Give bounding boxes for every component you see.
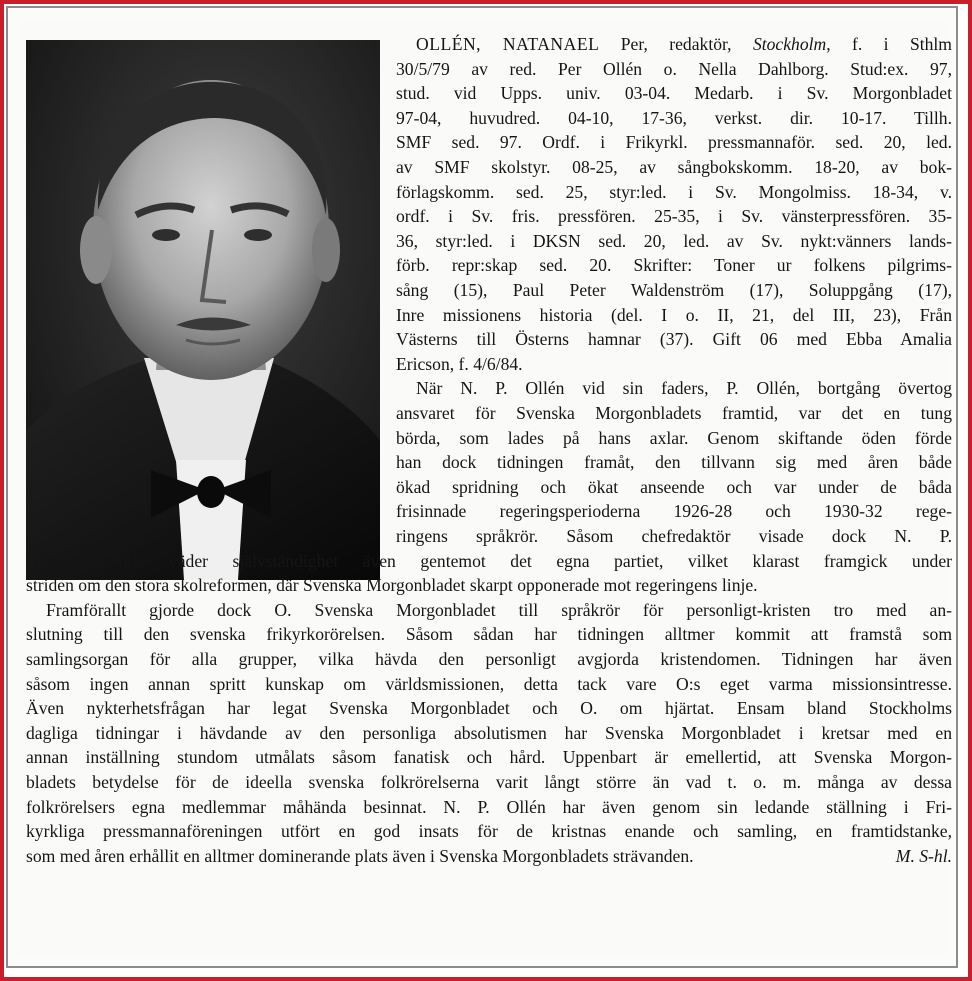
- bio-line: av SMF skolstyr. 08-25, av sångbokskomm. 18-20, av bok-: [396, 157, 952, 177]
- body-line: bladets betydelse för de ideella svenska folkrörelserna varit långt större än vad t. o. m. många av dessa: [26, 772, 952, 792]
- body-line: Framförallt gjorde dock O. Svenska Morgonbladet till språkrör för personligt-kristen tro med an-: [46, 599, 952, 620]
- inner-frame: [6, 6, 958, 968]
- body-line: folkrörelsers egna medlemmar måhända besinnat. N. P. Ollén har även genom sin ledande ställning i Fri-: [26, 796, 952, 817]
- bio-line: 97-04, huvudred. 04-10, 17-36, verkst. dir. 10-17. Tillh.: [396, 107, 952, 128]
- narrative-line: När N. P. Ollén vid sin faders, P. Ollén, bortgång övertog: [416, 378, 952, 399]
- narrative-line: ringens språkrör. Såsom chefredaktör visade dock N. P.: [396, 526, 952, 546]
- body-line: annan inställning stundom utmålats såsom fanatisk och hård. Uppenbart är emellertid, att Svenska Morgon-: [26, 747, 952, 768]
- body-line: såsom ingen annan spritt kunskap om världsmissionen, detta tack vare O:s eget varma missionsintresse.: [26, 673, 952, 694]
- bio-line: SMF sed. 97. Ordf. i Frikyrkl. pressmannaför. sed. 20, led.: [396, 132, 952, 153]
- body-line: striden om den stora skolreformen, där Svenska Morgonbladet skarpt opponerade mot regeringens linje.: [26, 575, 758, 596]
- portrait-photo: [26, 40, 380, 580]
- bio-line: 30/5/79 av red. Per Ollén o. Nella Dahlborg. Stud:ex. 97,: [396, 58, 952, 79]
- body-line: dagliga tidningar i hävdande av den personliga absolutismen har Svenska Morgonbladet i kretsar med en: [26, 722, 952, 743]
- bio-line: stud. vid Upps. univ. 03-04. Medarb. i Sv. Morgonbladet: [396, 83, 952, 104]
- bio-line: Ericson, f. 4/6/84.: [396, 353, 523, 374]
- narrative-line: frisinnade regeringsperioderna 1926-28 och 1930-32 rege-: [396, 501, 952, 522]
- body-line: Ollén i alla väder självständighet även gentemot det egna partiet, vilket klarast framgick under: [26, 550, 952, 571]
- narrative-line: ökad spridning och ökat anseende och var under de båda: [396, 476, 952, 497]
- entry-place: Stockholm: [752, 34, 827, 54]
- bio-line: sång (15), Paul Peter Waldenström (17), Soluppgång (17),: [396, 280, 952, 300]
- entry-name: OLLÉN, NATANAEL: [416, 34, 600, 54]
- body-line: samlingsorgan för alla grupper, vilka hävda den personligt avgjorda kristendomen. Tidningen har även: [26, 649, 952, 669]
- body-line: Även nykterhetsfrågan har legat Svenska Morgonbladet och O. om hjärtat. Ensam bland Stockholms: [26, 698, 952, 719]
- bio-line: ordf. i Sv. fris. pressfören. 25-35, i Sv. vänsterpressfören. 35-: [396, 206, 952, 227]
- document-page: [18, 18, 952, 956]
- entry-header-line: OLLÉN, NATANAEL Per, redaktör, Stockholm, f. i Sthlm: [416, 34, 952, 54]
- body-line: som med åren erhållit en alltmer dominerande plats även i Svenska Morgonbladets strävanden.: [26, 845, 694, 866]
- bio-line: 36, styr:led. i DKSN sed. 20, led. av Sv. nykt:vänners lands-: [396, 230, 952, 251]
- bio-line: förb. repr:skap sed. 20. Skrifter: Toner ur folkens pilgrims-: [396, 255, 952, 276]
- bio-line: Inre missionens historia (del. I o. II, 21, del III, 23), Från: [396, 304, 952, 325]
- bio-line: förlagskomm. sed. 25, styr:led. i Sv. Mongolmiss. 18-34, v.: [396, 181, 952, 202]
- bio-line: Västerns till Österns hamnar (37). Gift 06 med Ebba Amalia: [396, 329, 952, 350]
- body-line: kyrkliga pressmannaföreningen utfört en god insats för de kristnas enande och samling, en framtidstanke,: [26, 821, 952, 842]
- author-signature: M. S-hl.: [895, 845, 952, 866]
- narrative-line: börda, som lades på hans axlar. Genom skiftande öden förde: [396, 427, 952, 448]
- narrative-line: ansvaret för Svenska Morgonbladets framtid, var det en tung: [396, 403, 952, 423]
- body-line: slutning till den svenska frikyrkorörelsen. Såsom sådan har tidningen alltmer kommit att framstå som: [26, 624, 952, 645]
- narrative-line: han dock tidningen framåt, den tillvann sig med åren både: [396, 452, 952, 473]
